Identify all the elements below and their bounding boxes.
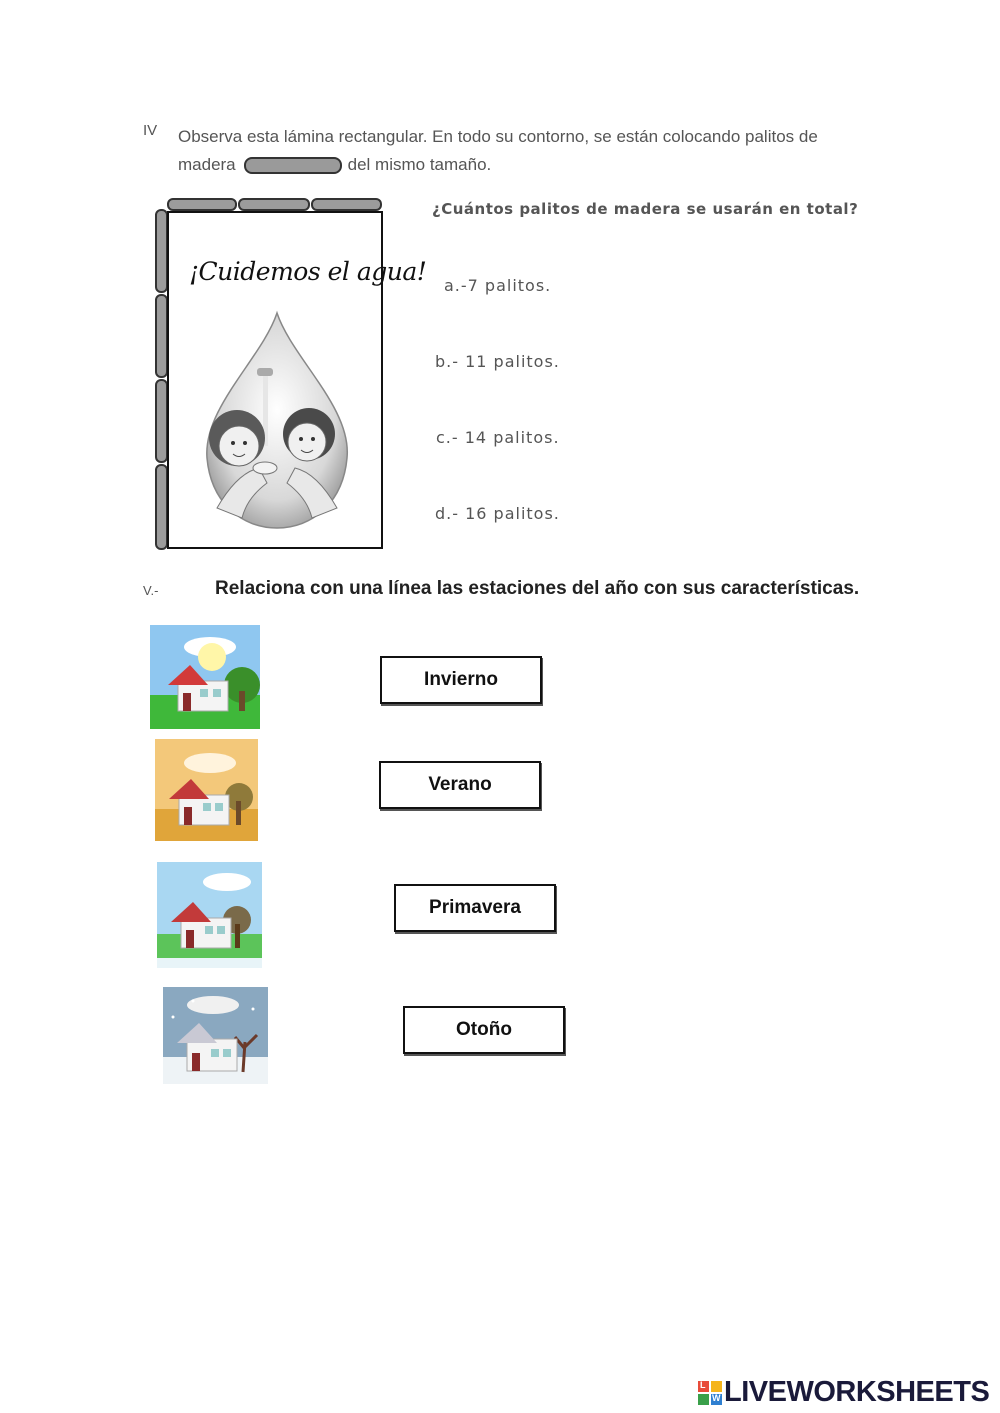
section-4-number: IV: [143, 122, 158, 139]
water-drop-children-illustration: [197, 308, 357, 533]
option-a[interactable]: a.-7 palitos.: [444, 276, 552, 295]
intro-word-madera: madera: [178, 155, 236, 174]
section-5-number: V.-: [143, 583, 159, 598]
stick-top-3-icon: [311, 198, 382, 211]
question-text: ¿Cuántos palitos de madera se usarán en total?: [432, 200, 859, 218]
intro-line-2: [178, 151, 908, 179]
liveworksheets-logo-icon: [698, 1381, 722, 1405]
intro-line-2-end: del mismo tamaño.: [347, 155, 492, 174]
section-4-intro: [178, 123, 908, 179]
option-c[interactable]: c.- 14 palitos.: [436, 428, 560, 447]
logo-letter-w: W: [712, 1393, 721, 1403]
snowy-house-scene-image[interactable]: [163, 987, 268, 1084]
stick-sample-icon: [244, 157, 342, 174]
season-box-verano[interactable]: Verano: [379, 761, 541, 809]
season-box-invierno[interactable]: Invierno: [380, 656, 542, 704]
option-b[interactable]: b.- 11 palitos.: [435, 352, 560, 371]
logo-letter-l: L: [700, 1380, 706, 1390]
winter-transition-scene-image[interactable]: [157, 862, 262, 968]
section-5-title: Relaciona con una línea las estaciones del año con sus características.: [215, 578, 860, 599]
poster: [167, 211, 427, 549]
poster-title: ¡Cuidemos el agua!: [189, 257, 427, 286]
liveworksheets-brand[interactable]: LIVEWORKSHEETS: [724, 1376, 990, 1408]
spring-house-scene-image[interactable]: [150, 625, 260, 729]
intro-line-1: Observa esta lámina rectangular. En todo su contorno, se están colocando palitos de: [178, 127, 818, 146]
option-d[interactable]: d.- 16 palitos.: [435, 504, 560, 523]
season-box-otono[interactable]: Otoño: [403, 1006, 565, 1054]
stick-top-2-icon: [238, 198, 310, 211]
stick-top-1-icon: [167, 198, 237, 211]
season-box-primavera[interactable]: Primavera: [394, 884, 556, 932]
autumn-house-scene-image[interactable]: [155, 739, 258, 841]
